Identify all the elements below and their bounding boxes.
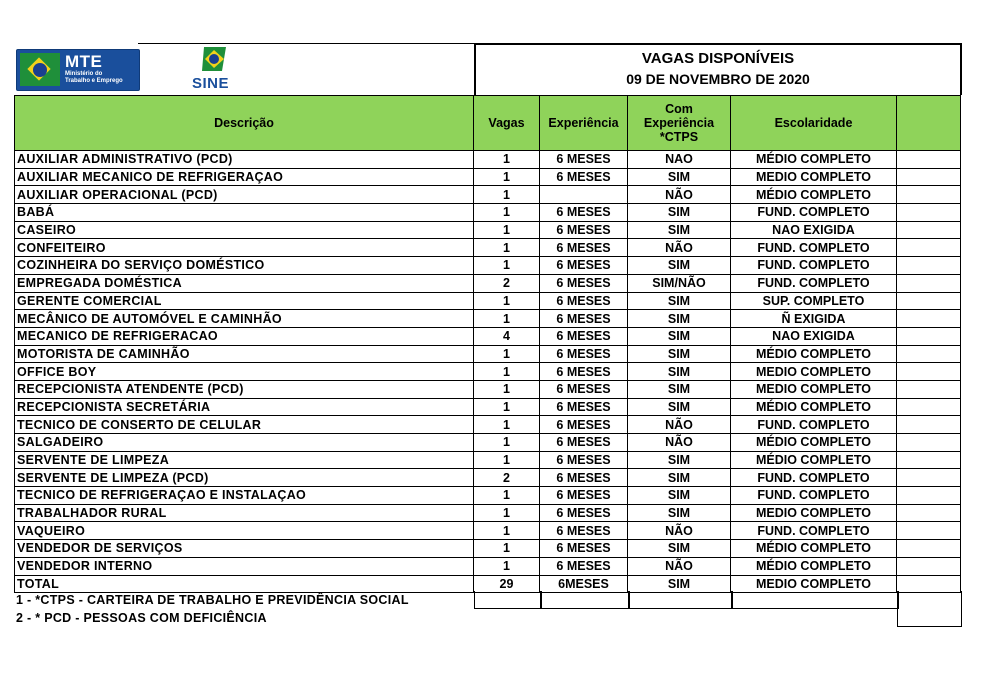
cell-escolaridade: FUND. COMPLETO <box>731 274 897 292</box>
cell-vagas: 1 <box>474 522 540 540</box>
cell-com-exp: SIM <box>628 221 731 239</box>
cell-blank <box>897 416 961 434</box>
cell-com-exp: SIM/NÃO <box>628 274 731 292</box>
cell-vagas: 1 <box>474 310 540 328</box>
page-title: VAGAS DISPONÍVEIS <box>641 50 795 67</box>
column-header-vagas: Vagas <box>474 96 540 151</box>
cell-com-exp: SIM <box>628 487 731 505</box>
cell-descricao: MECÂNICO DE AUTOMÓVEL E CAMINHÃO <box>15 310 474 328</box>
cell-experiencia <box>540 186 628 204</box>
cell-com-exp: SIM <box>628 398 731 416</box>
mte-logo <box>16 49 140 91</box>
cell-blank <box>897 151 961 169</box>
cell-experiencia: 6 MESES <box>540 416 628 434</box>
cell-descricao: AUXILIAR MECANICO DE REFRIGERAÇAO <box>15 168 474 186</box>
cell-vagas: 1 <box>474 221 540 239</box>
cell-vagas: 1 <box>474 557 540 575</box>
table-row <box>15 540 961 558</box>
cell-vagas: 1 <box>474 363 540 381</box>
cell-experiencia: 6 MESES <box>540 310 628 328</box>
table-row <box>15 487 961 505</box>
cell-escolaridade: NAO EXIGIDA <box>731 327 897 345</box>
cell-experiencia: 6 MESES <box>540 504 628 522</box>
mte-logo-title: MTE <box>65 52 103 71</box>
cell-blank <box>897 487 961 505</box>
cell-escolaridade: MEDIO COMPLETO <box>731 363 897 381</box>
cell-vagas: 1 <box>474 416 540 434</box>
cell-blank <box>897 557 961 575</box>
cell-descricao: OFFICE BOY <box>15 363 474 381</box>
table-row <box>15 504 961 522</box>
sine-logo-title: SINE <box>192 75 230 92</box>
cell-escolaridade: SUP. COMPLETO <box>731 292 897 310</box>
cell-vagas: 2 <box>474 274 540 292</box>
cell-experiencia: 6 MESES <box>540 557 628 575</box>
cell-experiencia: 6 MESES <box>540 451 628 469</box>
cell-experiencia: 6 MESES <box>540 434 628 452</box>
cell-escolaridade: MÉDIO COMPLETO <box>731 451 897 469</box>
cell-com-exp: SIM <box>628 345 731 363</box>
cell-blank <box>897 434 961 452</box>
column-header-com-experiencia: Com Experiência *CTPS <box>628 96 731 151</box>
logo-area <box>14 43 474 95</box>
cell-com-exp: SIM <box>628 451 731 469</box>
cell-com-exp: NÃO <box>628 239 731 257</box>
table-row <box>15 398 961 416</box>
cell-blank <box>897 504 961 522</box>
cell-vagas: 1 <box>474 239 540 257</box>
cell-descricao: RECEPCIONISTA ATENDENTE (PCD) <box>15 380 474 398</box>
cell-escolaridade: MEDIO COMPLETO <box>731 575 897 593</box>
cell-descricao: VENDEDOR INTERNO <box>15 557 474 575</box>
cell-escolaridade: MÉDIO COMPLETO <box>731 186 897 204</box>
cell-vagas: 1 <box>474 204 540 222</box>
cell-vagas: 2 <box>474 469 540 487</box>
cell-descricao: BABÁ <box>15 204 474 222</box>
table-row <box>15 204 961 222</box>
cell-descricao: AUXILIAR OPERACIONAL (PCD) <box>15 186 474 204</box>
cell-descricao: AUXILIAR ADMINISTRATIVO (PCD) <box>15 151 474 169</box>
cell-vagas: 1 <box>474 292 540 310</box>
sine-logo <box>192 45 240 93</box>
cell-experiencia: 6 MESES <box>540 239 628 257</box>
table-row <box>15 451 961 469</box>
table-row <box>15 416 961 434</box>
cell-experiencia: 6 MESES <box>540 540 628 558</box>
column-header-descricao: Descrição <box>15 96 474 151</box>
cell-descricao: TECNICO DE REFRIGERAÇAO E INSTALAÇAO <box>15 487 474 505</box>
cell-escolaridade: MÉDIO COMPLETO <box>731 540 897 558</box>
table-row <box>15 469 961 487</box>
empty-cell <box>628 591 733 609</box>
cell-descricao: SERVENTE DE LIMPEZA (PCD) <box>15 469 474 487</box>
cell-descricao: GERENTE COMERCIAL <box>15 292 474 310</box>
cell-blank <box>897 380 961 398</box>
cell-vagas: 1 <box>474 504 540 522</box>
cell-experiencia: 6 MESES <box>540 292 628 310</box>
cell-escolaridade: MÉDIO COMPLETO <box>731 398 897 416</box>
cell-escolaridade: FUND. COMPLETO <box>731 204 897 222</box>
cell-blank <box>897 274 961 292</box>
table-row <box>15 274 961 292</box>
cell-escolaridade: FUND. COMPLETO <box>731 239 897 257</box>
cell-experiencia: 6MESES <box>540 575 628 593</box>
empty-cell <box>474 591 542 609</box>
cell-descricao: MOTORISTA DE CAMINHÃO <box>15 345 474 363</box>
cell-com-exp: SIM <box>628 327 731 345</box>
cell-com-exp: SIM <box>628 575 731 593</box>
cell-blank <box>897 221 961 239</box>
cell-blank <box>897 540 961 558</box>
brazil-flag-icon <box>20 53 60 86</box>
cell-escolaridade: FUND. COMPLETO <box>731 416 897 434</box>
cell-vagas: 1 <box>474 151 540 169</box>
page-date: 09 DE NOVEMBRO DE 2020 <box>626 71 810 87</box>
cell-blank <box>897 292 961 310</box>
cell-blank <box>897 168 961 186</box>
table-row <box>15 151 961 169</box>
cell-blank <box>897 345 961 363</box>
table-row <box>15 310 961 328</box>
table-row <box>15 434 961 452</box>
cell-escolaridade: NAO EXIGIDA <box>731 221 897 239</box>
cell-blank <box>897 327 961 345</box>
table-row <box>15 522 961 540</box>
cell-descricao: VAQUEIRO <box>15 522 474 540</box>
table-row <box>15 557 961 575</box>
cell-com-exp: NAO <box>628 151 731 169</box>
footnotes <box>16 591 409 627</box>
cell-escolaridade: Ñ EXIGIDA <box>731 310 897 328</box>
cell-com-exp: NÃO <box>628 557 731 575</box>
table-row <box>15 221 961 239</box>
sine-flag-icon <box>200 45 230 73</box>
cell-blank <box>897 239 961 257</box>
table-row <box>15 380 961 398</box>
cell-com-exp: SIM <box>628 168 731 186</box>
cell-blank <box>897 522 961 540</box>
cell-descricao: VENDEDOR DE SERVIÇOS <box>15 540 474 558</box>
table-row <box>15 186 961 204</box>
cell-vagas: 1 <box>474 451 540 469</box>
cell-vagas: 1 <box>474 380 540 398</box>
cell-escolaridade: MÉDIO COMPLETO <box>731 345 897 363</box>
column-header-escolaridade: Escolaridade <box>731 96 897 151</box>
header-top-rule <box>138 43 478 44</box>
table-row <box>15 363 961 381</box>
cell-experiencia: 6 MESES <box>540 398 628 416</box>
cell-blank <box>897 363 961 381</box>
cell-escolaridade: MÉDIO COMPLETO <box>731 151 897 169</box>
cell-escolaridade: FUND. COMPLETO <box>731 257 897 275</box>
cell-vagas: 1 <box>474 487 540 505</box>
cell-vagas: 1 <box>474 345 540 363</box>
cell-escolaridade: MÉDIO COMPLETO <box>731 434 897 452</box>
cell-descricao: TECNICO DE CONSERTO DE CELULAR <box>15 416 474 434</box>
cell-descricao: COZINHEIRA DO SERVIÇO DOMÉSTICO <box>15 257 474 275</box>
empty-cell <box>540 591 630 609</box>
cell-com-exp: SIM <box>628 540 731 558</box>
table-row <box>15 327 961 345</box>
cell-descricao: RECEPCIONISTA SECRETÁRIA <box>15 398 474 416</box>
cell-com-exp: NÃO <box>628 186 731 204</box>
cell-vagas: 1 <box>474 168 540 186</box>
empty-cell <box>731 591 899 609</box>
cell-experiencia: 6 MESES <box>540 151 628 169</box>
cell-escolaridade: MÉDIO COMPLETO <box>731 557 897 575</box>
cell-blank <box>897 469 961 487</box>
column-header-blank <box>897 96 961 151</box>
cell-com-exp: SIM <box>628 380 731 398</box>
cell-com-exp: SIM <box>628 469 731 487</box>
cell-com-exp: SIM <box>628 257 731 275</box>
cell-descricao: SERVENTE DE LIMPEZA <box>15 451 474 469</box>
vacancies-table <box>14 95 961 593</box>
document-header <box>14 43 960 95</box>
cell-escolaridade: FUND. COMPLETO <box>731 487 897 505</box>
cell-vagas: 4 <box>474 327 540 345</box>
table-row <box>15 239 961 257</box>
cell-com-exp: SIM <box>628 363 731 381</box>
cell-escolaridade: FUND. COMPLETO <box>731 469 897 487</box>
cell-vagas: 1 <box>474 186 540 204</box>
cell-com-exp: NÃO <box>628 416 731 434</box>
table-row <box>15 257 961 275</box>
cell-descricao: EMPREGADA DOMÉSTICA <box>15 274 474 292</box>
cell-com-exp: SIM <box>628 204 731 222</box>
table-row <box>15 292 961 310</box>
cell-blank <box>897 451 961 469</box>
cell-descricao: TOTAL <box>15 575 474 593</box>
table-header-row <box>15 96 961 151</box>
cell-blank <box>897 398 961 416</box>
cell-experiencia: 6 MESES <box>540 363 628 381</box>
table-row <box>15 345 961 363</box>
column-header-experiencia: Experiência <box>540 96 628 151</box>
title-box <box>474 43 962 95</box>
footnote: 1 - *CTPS - CARTEIRA DE TRABALHO E PREVIDÊNCIA SOCIAL <box>16 593 409 607</box>
cell-experiencia: 6 MESES <box>540 221 628 239</box>
cell-experiencia: 6 MESES <box>540 327 628 345</box>
cell-experiencia: 6 MESES <box>540 487 628 505</box>
cell-escolaridade: MEDIO COMPLETO <box>731 504 897 522</box>
cell-descricao: CONFEITEIRO <box>15 239 474 257</box>
cell-com-exp: NÃO <box>628 434 731 452</box>
footnote: 2 - * PCD - PESSOAS COM DEFICIÊNCIA <box>16 611 267 625</box>
table-row <box>15 168 961 186</box>
mte-logo-subtitle: Ministério do Trabalho e Emprego <box>65 71 123 84</box>
cell-escolaridade: MEDIO COMPLETO <box>731 168 897 186</box>
cell-blank <box>897 204 961 222</box>
cell-experiencia: 6 MESES <box>540 380 628 398</box>
cell-experiencia: 6 MESES <box>540 345 628 363</box>
cell-blank <box>897 310 961 328</box>
cell-experiencia: 6 MESES <box>540 469 628 487</box>
cell-escolaridade: FUND. COMPLETO <box>731 522 897 540</box>
cell-descricao: CASEIRO <box>15 221 474 239</box>
cell-experiencia: 6 MESES <box>540 522 628 540</box>
cell-com-exp: SIM <box>628 310 731 328</box>
cell-vagas: 1 <box>474 434 540 452</box>
empty-cell <box>897 591 962 627</box>
cell-descricao: TRABALHADOR RURAL <box>15 504 474 522</box>
cell-vagas: 1 <box>474 540 540 558</box>
cell-com-exp: SIM <box>628 504 731 522</box>
cell-vagas: 29 <box>474 575 540 593</box>
cell-experiencia: 6 MESES <box>540 257 628 275</box>
cell-vagas: 1 <box>474 398 540 416</box>
cell-experiencia: 6 MESES <box>540 274 628 292</box>
cell-experiencia: 6 MESES <box>540 204 628 222</box>
cell-com-exp: NÃO <box>628 522 731 540</box>
cell-escolaridade: MEDIO COMPLETO <box>731 380 897 398</box>
cell-descricao: SALGADEIRO <box>15 434 474 452</box>
cell-com-exp: SIM <box>628 292 731 310</box>
cell-vagas: 1 <box>474 257 540 275</box>
cell-experiencia: 6 MESES <box>540 168 628 186</box>
cell-blank <box>897 257 961 275</box>
cell-blank <box>897 186 961 204</box>
cell-descricao: MECANICO DE REFRIGERACAO <box>15 327 474 345</box>
